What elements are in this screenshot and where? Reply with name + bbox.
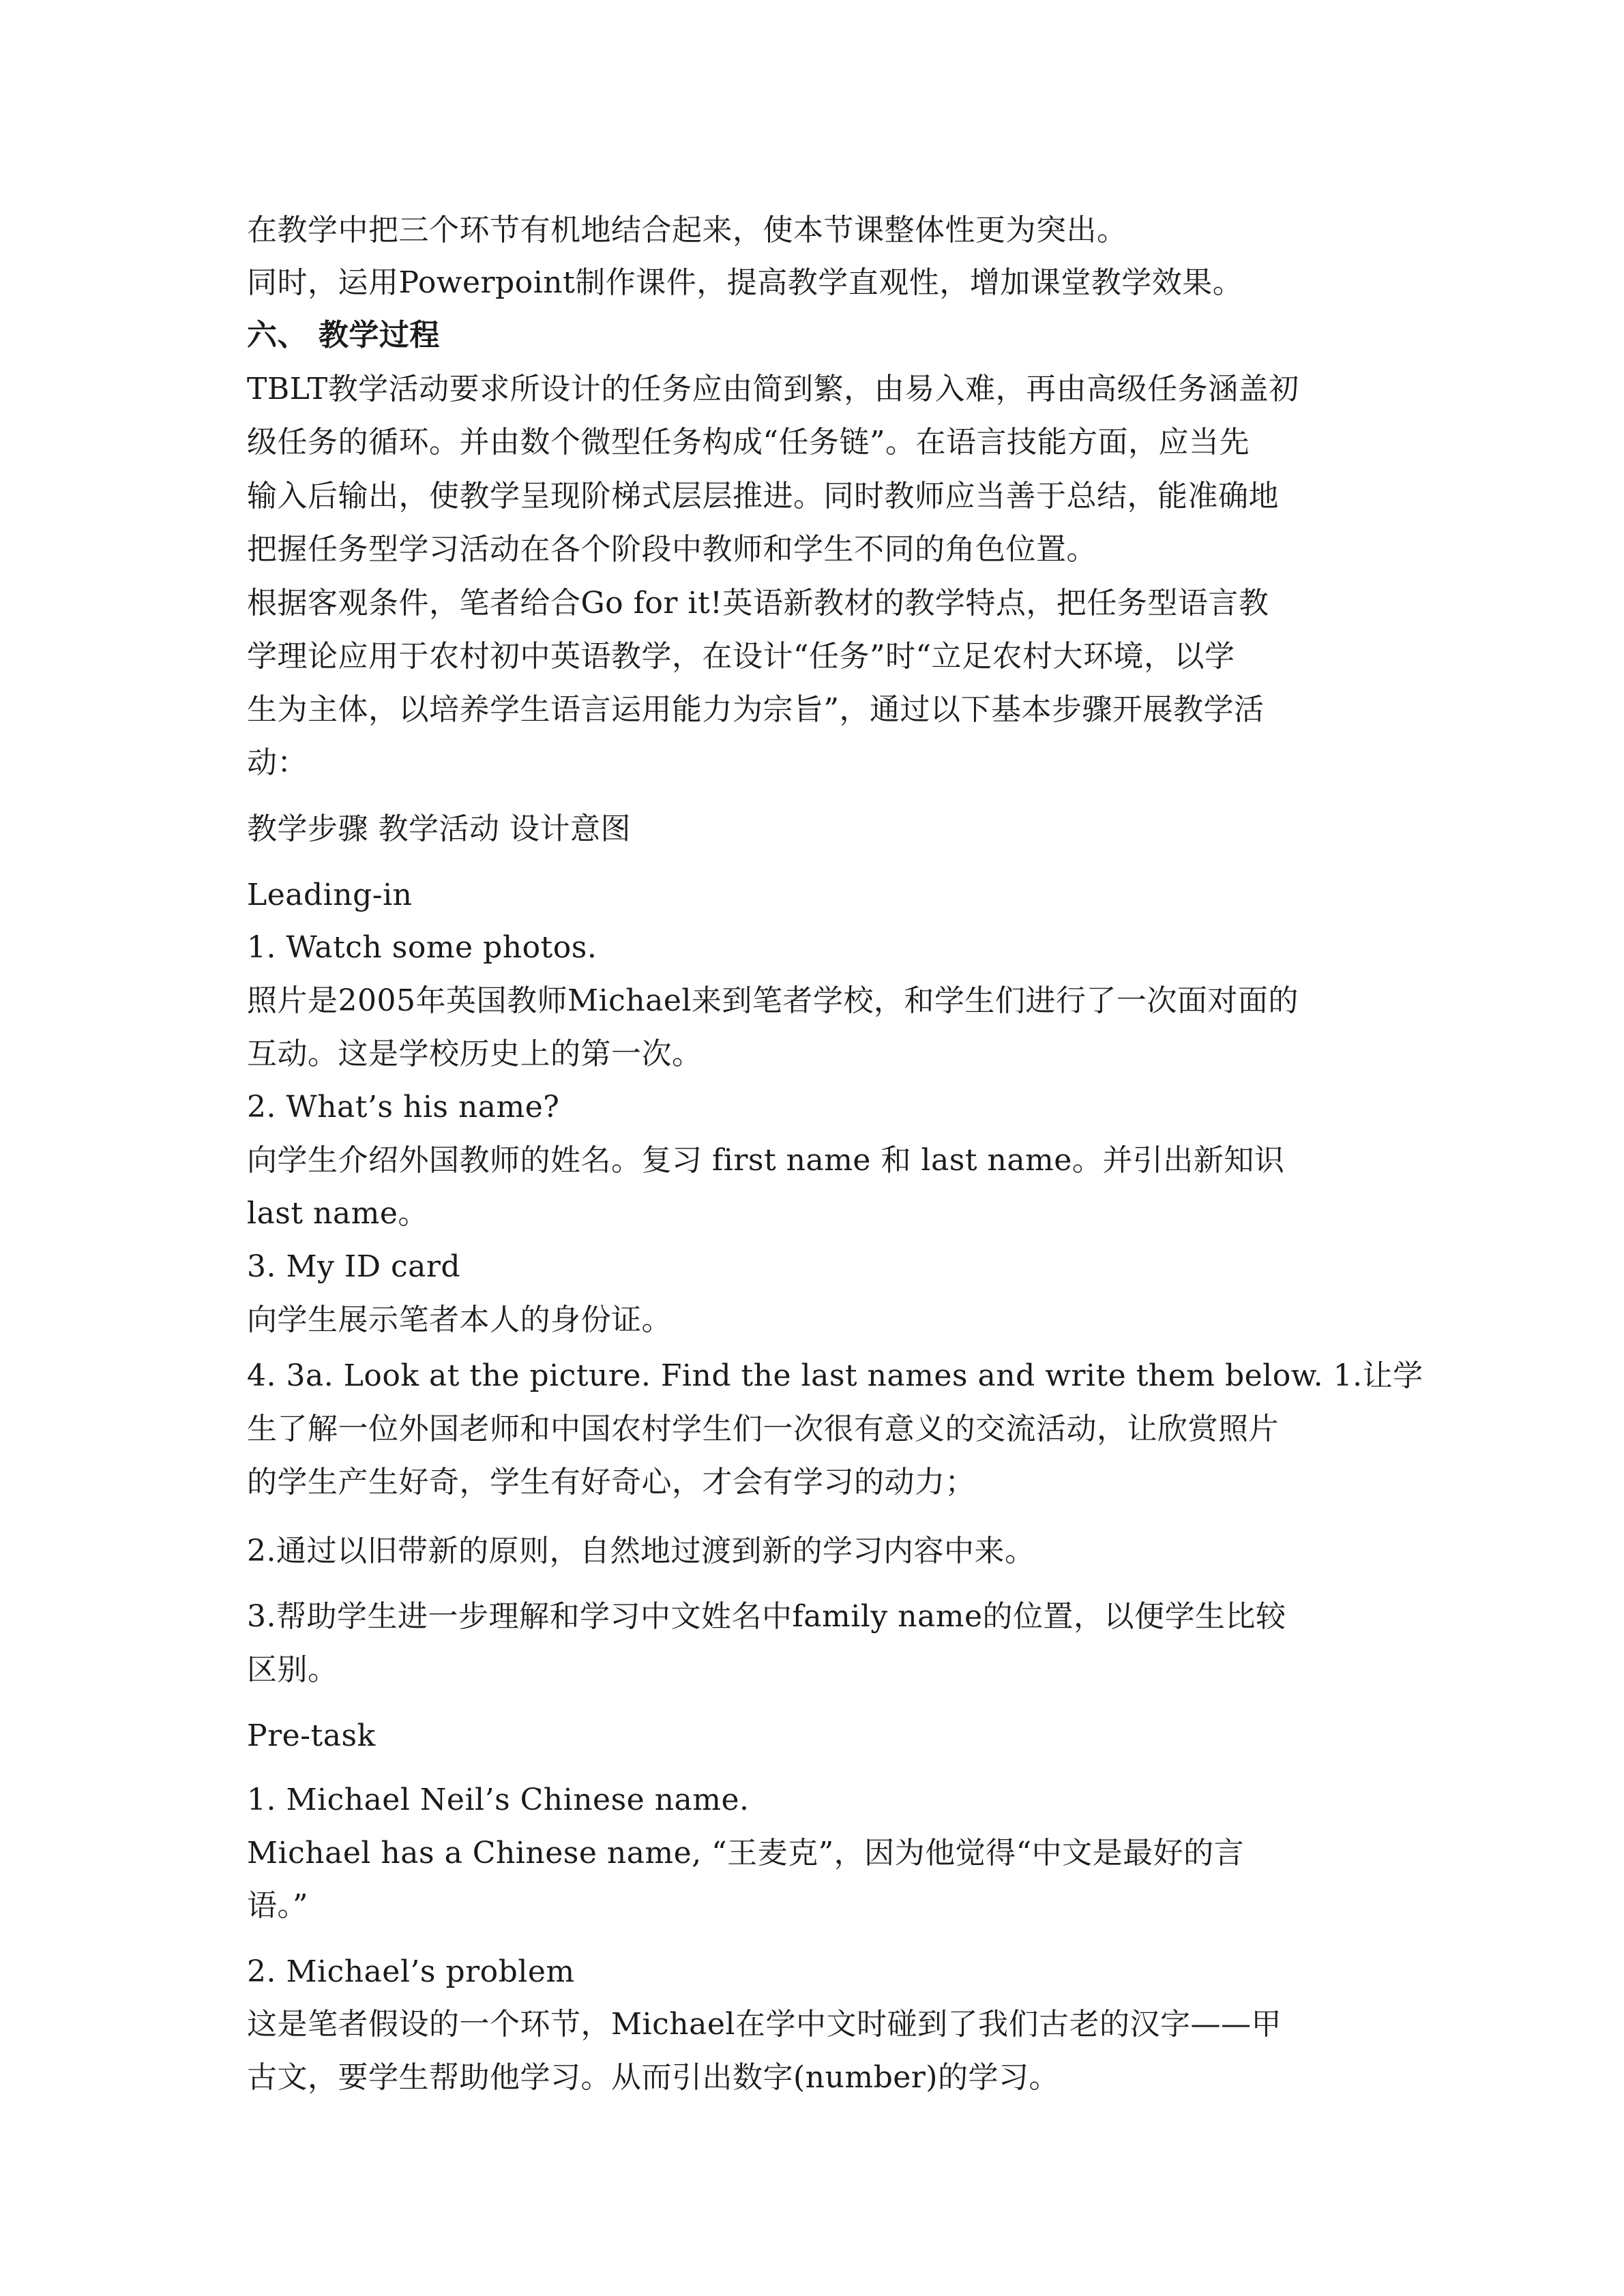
list-item: 1. Watch some photos.: [247, 930, 597, 965]
paragraph-line: 的学生产生好奇，学生有好奇心，才会有学习的动力；: [247, 1465, 975, 1500]
paragraph-line: 学理论应用于农村初中英语教学，在设计“任务”时“立足农村大环境，以学: [247, 639, 1235, 674]
paragraph-line: 把握任务型学习活动在各个阶段中教师和学生不同的角色位置。: [247, 532, 1097, 567]
paragraph-line: 同时，运用Powerpoint制作课件，提高教学直观性，增加课堂教学效果。: [247, 265, 1243, 300]
paragraph-line: 2.通过以旧带新的原则，自然地过渡到新的学习内容中来。: [247, 1534, 1035, 1568]
paragraph-line: 这是笔者假设的一个环节，Michael在学中文时碰到了我们古老的汉字——甲: [247, 2007, 1282, 2042]
paragraph-line: last name。: [247, 1196, 428, 1231]
paragraph-line: 级任务的循环。并由数个微型任务构成“任务链”。在语言技能方面，应当先: [247, 425, 1250, 460]
paragraph-line: 3.帮助学生进一步理解和学习中文姓名中family name的位置，以便学生比较: [247, 1599, 1286, 1634]
table-header-line: 教学步骤 教学活动 设计意图: [247, 811, 631, 846]
paragraph-line: 互动。这是学校历史上的第一次。: [247, 1037, 703, 1071]
paragraph-line: TBLT教学活动要求所设计的任务应由简到繁，由易入难，再由高级任务涵盖初: [247, 372, 1299, 406]
paragraph-line: 区别。: [247, 1652, 338, 1687]
paragraph-line: 照片是2005年英国教师Michael来到笔者学校，和学生们进行了一次面对面的: [247, 983, 1299, 1018]
paragraph-line: 生了解一位外国老师和中国农村学生们一次很有意义的交流活动，让欣赏照片: [247, 1412, 1279, 1446]
paragraph-line: 根据客观条件，笔者给合Go for it!英语新教材的教学特点，把任务型语言教: [247, 586, 1269, 621]
list-item: 2. Michael’s problem: [247, 1954, 575, 1989]
paragraph-line: 在教学中把三个环节有机地结合起来，使本节课整体性更为突出。: [247, 213, 1127, 248]
list-item: 4. 3a. Look at the picture. Find the last names and write them below. 1.让学: [247, 1358, 1423, 1393]
paragraph-line: Michael has a Chinese name, “王麦克”，因为他觉得“中文是最好的言: [247, 1836, 1245, 1870]
stage-label: Pre-task: [247, 1718, 376, 1753]
paragraph-line: 古文，要学生帮助他学习。从而引出数字(number)的学习。: [247, 2060, 1059, 2095]
paragraph-line: 向学生介绍外国教师的姓名。复习 first name 和 last name。并引出新知识: [247, 1143, 1285, 1178]
paragraph-line: 语。”: [247, 1888, 308, 1923]
paragraph-line: 动：: [247, 745, 308, 780]
section-heading: 六、 教学过程: [247, 318, 440, 353]
stage-label: Leading-in: [247, 878, 413, 912]
list-item: 1. Michael Neil’s Chinese name.: [247, 1783, 750, 1817]
list-item: 3. My ID card: [247, 1249, 461, 1284]
paragraph-line: 向学生展示笔者本人的身份证。: [247, 1302, 672, 1337]
list-item: 2. What’s his name?: [247, 1090, 560, 1124]
paragraph-line: 输入后输出，使教学呈现阶梯式层层推进。同时教师应当善于总结，能准确地: [247, 479, 1279, 513]
paragraph-line: 生为主体，以培养学生语言运用能力为宗旨”，通过以下基本步骤开展教学活: [247, 692, 1265, 727]
